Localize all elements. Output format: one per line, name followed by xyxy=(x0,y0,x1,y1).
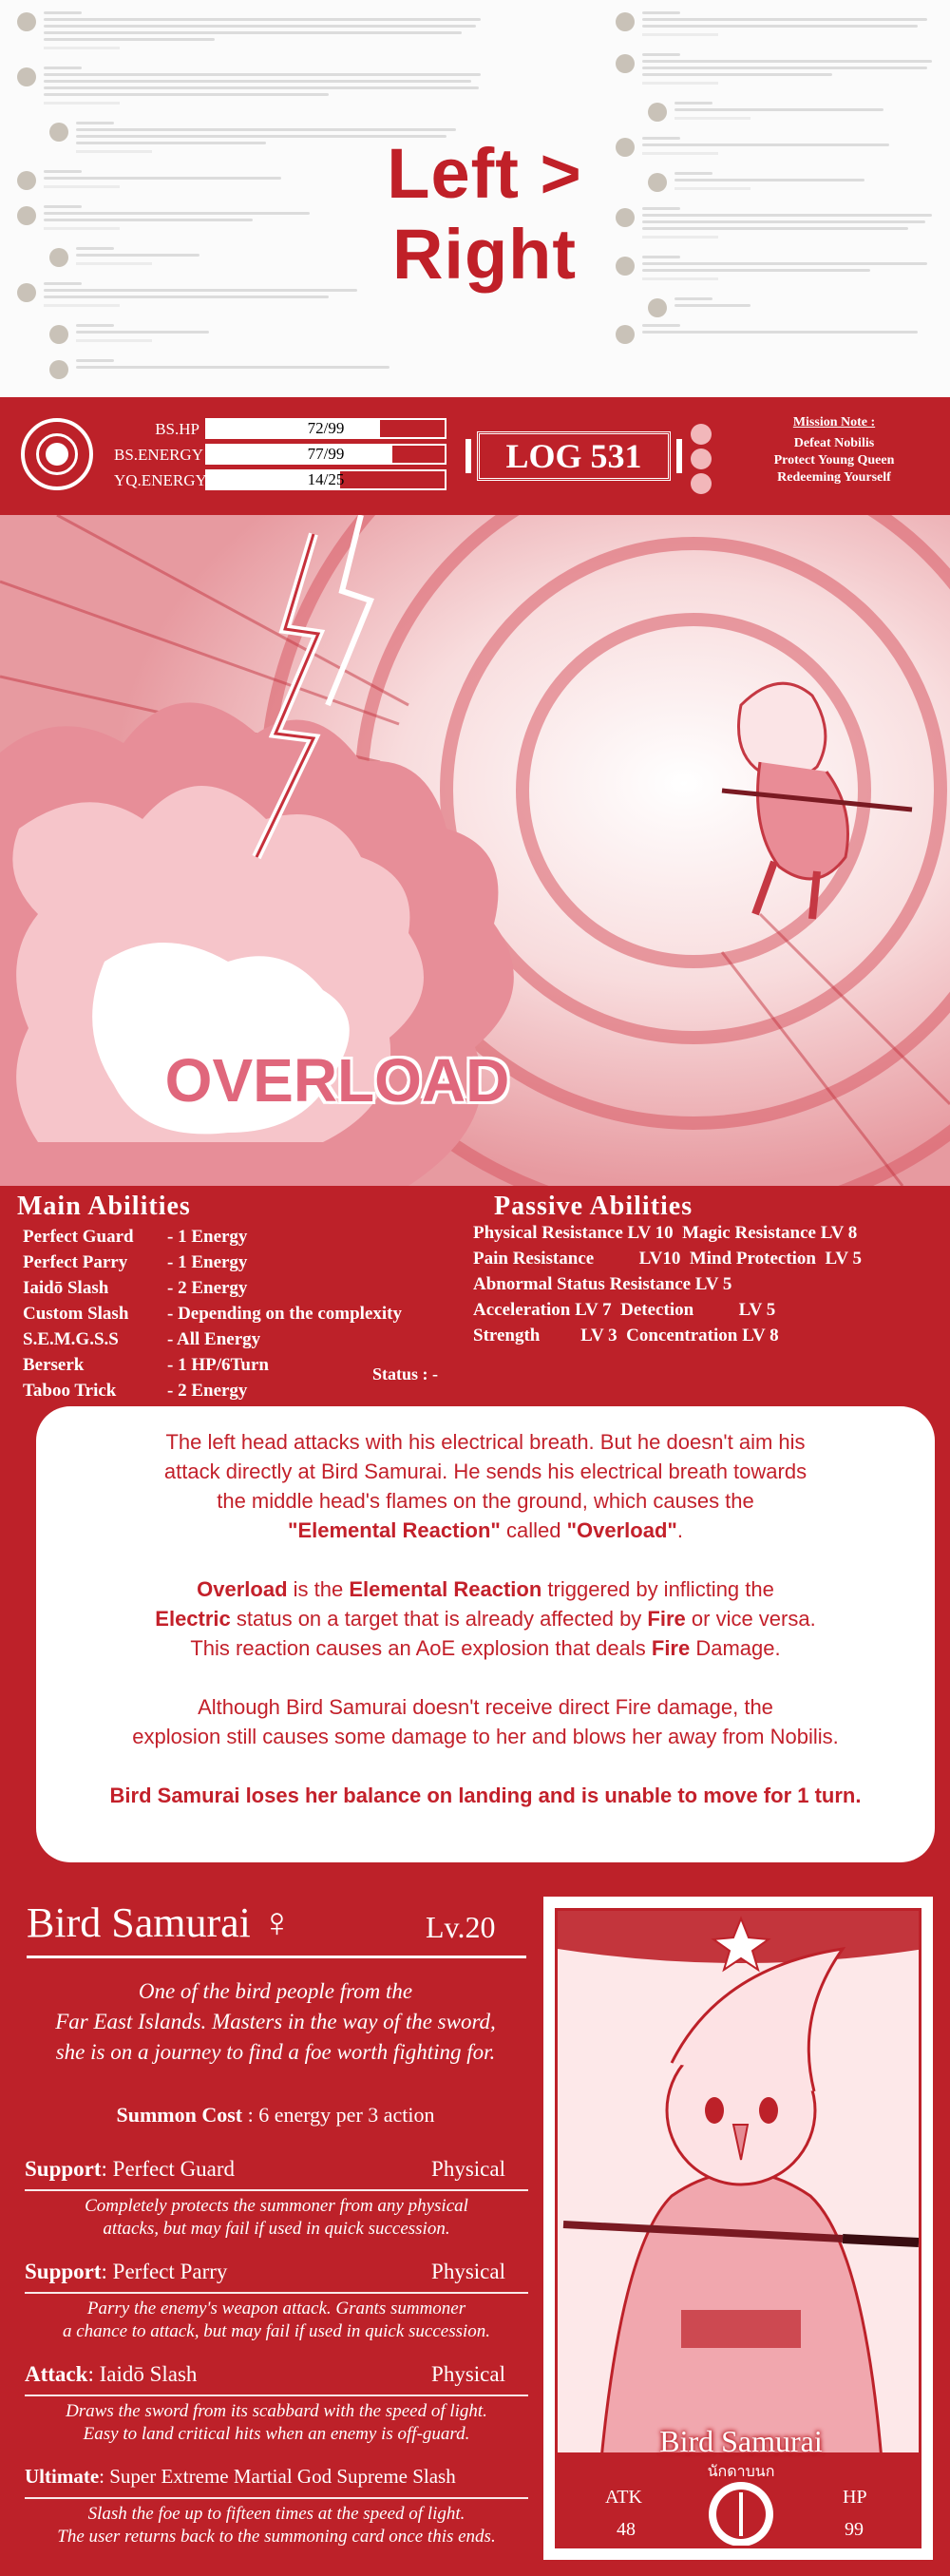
stat-value: 14/25 xyxy=(307,470,345,488)
passive-ability-row: Physical Resistance LV 10 Magic Resistance LV 8 xyxy=(473,1223,858,1243)
indicator-dot xyxy=(691,473,712,494)
avatar xyxy=(17,171,36,190)
mission-item: Redeeming Yourself xyxy=(777,470,891,485)
avatar xyxy=(17,67,36,86)
summon-description: One of the bird people from the Far East Islands. Masters in the way of the sword, she is on a journey to find a foe worth fighting for. xyxy=(55,1979,496,2064)
stat-energy xyxy=(114,444,446,467)
log-number: LOG 531 xyxy=(477,431,671,481)
main-ability-name: Perfect Parry xyxy=(23,1252,128,1272)
passive-ability-row: Acceleration LV 7 Detection LV 5 xyxy=(473,1300,776,1320)
comment-reply xyxy=(648,102,939,120)
main-ability-cost: - 2 Energy xyxy=(167,1381,248,1401)
avatar xyxy=(616,12,635,31)
narration-paragraph: Although Bird Samurai doesn't receive direct Fire damage, the explosion still causes some damage to her and blows her away from Nobilis. xyxy=(132,1695,839,1748)
stat-bar xyxy=(205,418,446,439)
avatar xyxy=(616,325,635,344)
card-atk-value: 48 xyxy=(617,2519,636,2540)
passive-abilities-title: Passive Abilities xyxy=(494,1192,694,1221)
indicator-dot xyxy=(691,448,712,469)
avatar xyxy=(17,206,36,225)
stat-hp xyxy=(114,418,446,441)
summon-skill: Attack: Iaidō Slash Physical Draws the sword from its scabbard with the speed of light. Easy to land critical hits when an enemy is off-guard. xyxy=(25,2362,528,2446)
summon-cost: Summon Cost : 6 energy per 3 action xyxy=(116,2103,435,2127)
avatar xyxy=(648,103,667,122)
main-ability-name: Perfect Guard xyxy=(23,1227,134,1247)
card-subtitle: นักดาบนก xyxy=(707,2464,775,2480)
narration-paragraph: The left head attacks with his electrical breath. But he doesn't aim his attack directly at Bird Samurai. He sends his electrical breath towards the middle head's flames on the ground, which causes the "Elemental Reaction" called "Overload". xyxy=(163,1430,808,1542)
avatar xyxy=(616,54,635,73)
stat-yq-energy xyxy=(114,469,446,492)
reading-direction-title: Left > Right xyxy=(387,134,582,294)
summon-card xyxy=(543,1897,933,2560)
summon-skill: Support: Perfect Guard Physical Completely protects the summoner from any physical attacks, but may fail if used in quick succession. xyxy=(25,2157,528,2241)
avatar xyxy=(49,123,68,142)
narration-paragraph: Bird Samurai loses her balance on landing and is unable to move for 1 turn. xyxy=(109,1784,862,1807)
comment-reply xyxy=(648,172,939,190)
main-ability-cost: - 1 HP/6Turn xyxy=(167,1355,269,1375)
passive-ability-row: Abnormal Status Resistance LV 5 xyxy=(473,1274,732,1294)
avatar xyxy=(49,248,68,267)
main-ability-cost: - 2 Energy xyxy=(167,1278,248,1298)
mission-item: Protect Young Queen xyxy=(773,453,895,467)
comments-section xyxy=(0,0,950,397)
indicator-dot xyxy=(691,424,712,445)
stat-label: YQ.ENERGY xyxy=(114,471,207,489)
card-atk-label: ATK xyxy=(605,2487,642,2508)
mission-note xyxy=(722,414,946,487)
sun-emblem-icon xyxy=(21,418,93,490)
main-ability-cost: - 1 Energy xyxy=(167,1252,248,1272)
avatar xyxy=(648,298,667,317)
comment xyxy=(17,11,464,49)
passive-ability-row: Strength LV 3 Concentration LV 8 xyxy=(473,1326,779,1345)
stat-label: BS.ENERGY xyxy=(114,446,203,464)
main-ability-cost: - All Energy xyxy=(167,1329,261,1349)
overload-effect-text: OVERLOAD xyxy=(164,1046,510,1115)
stat-value: 72/99 xyxy=(307,419,345,437)
card-hp-value: 99 xyxy=(845,2519,864,2540)
main-ability-cost: - Depending on the complexity xyxy=(167,1304,402,1324)
avatar xyxy=(49,360,68,379)
mission-title: Mission Note : xyxy=(792,415,876,429)
stat-bar xyxy=(205,469,446,490)
comment-reply xyxy=(49,359,464,369)
main-ability-name: S.E.M.G.S.S xyxy=(23,1329,119,1349)
card-name: Bird Samurai xyxy=(659,2424,823,2458)
comment-reply xyxy=(648,297,939,307)
comment xyxy=(616,53,939,85)
summon-skill: Support: Perfect Parry Physical Parry the enemy's weapon attack. Grants summoner a chance to attack, but may fail if used in quick succession. xyxy=(25,2260,528,2343)
main-ability-name: Iaidō Slash xyxy=(23,1278,109,1298)
avatar xyxy=(17,283,36,302)
info-section xyxy=(0,1186,950,2576)
summon-skill: Ultimate: Super Extreme Martial God Supreme Slash Slash the foe up to fifteen times at the speed of light. The user returns back to the summoning card once this ends. xyxy=(25,2465,528,2548)
mission-item: Defeat Nobilis xyxy=(793,436,875,450)
stat-label: BS.HP xyxy=(155,420,200,438)
summon-name: Bird Samurai ♀ xyxy=(27,1899,293,1946)
main-ability-cost: - 1 Energy xyxy=(167,1227,248,1247)
narration-paragraph: Overload is the Elemental Reaction triggered by inflicting the Electric status on a target that is already affected by Fire or vice versa. This reaction causes an AoE explosion that deals Fire Damage. xyxy=(155,1577,816,1660)
comment xyxy=(616,324,939,334)
narration-box xyxy=(36,1406,935,1862)
main-abilities-title: Main Abilities xyxy=(17,1192,191,1221)
summon-level: Lv.20 xyxy=(426,1910,496,1944)
main-ability-name: Custom Slash xyxy=(23,1304,129,1324)
avatar xyxy=(49,325,68,344)
passive-ability-row: Pain Resistance LV10 Mind Protection LV 5 xyxy=(473,1249,863,1269)
comment xyxy=(17,67,464,105)
stat-bar xyxy=(205,444,446,465)
stat-value: 77/99 xyxy=(307,445,345,463)
main-ability-name: Berserk xyxy=(23,1355,85,1375)
comment xyxy=(616,11,939,36)
avatar xyxy=(17,12,36,31)
comment-reply xyxy=(49,324,464,342)
main-ability-name: Taboo Trick xyxy=(23,1381,117,1401)
status-hud xyxy=(0,397,950,515)
card-hp-label: HP xyxy=(843,2487,867,2508)
action-panel xyxy=(0,515,950,1186)
status-text: Status : - xyxy=(372,1364,439,1383)
